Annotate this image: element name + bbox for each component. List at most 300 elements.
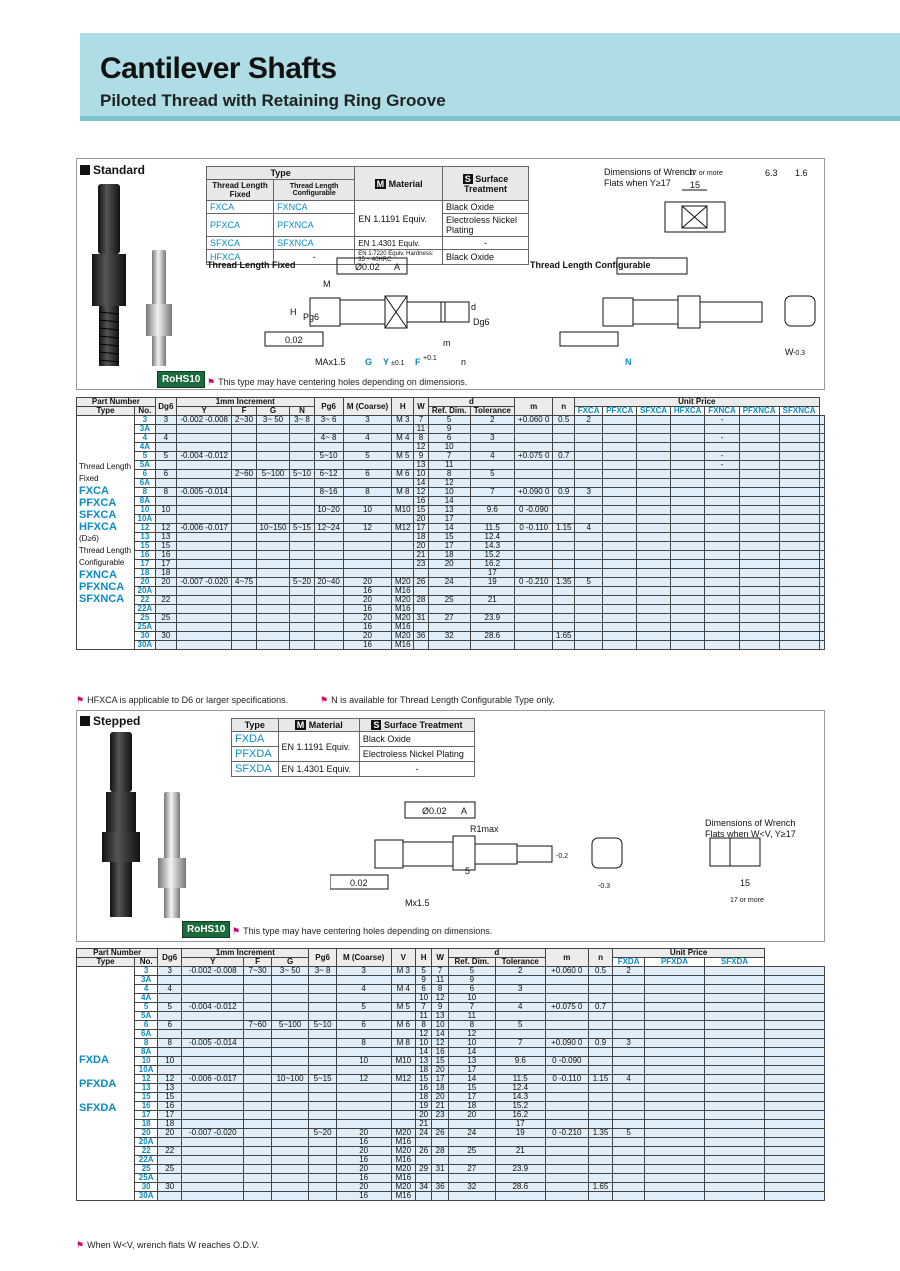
table-cell xyxy=(575,434,603,443)
price-cell[interactable] xyxy=(819,425,824,434)
price-cell[interactable] xyxy=(765,1048,825,1057)
price-cell[interactable] xyxy=(779,506,819,515)
table-cell xyxy=(414,641,429,650)
price-cell[interactable]: - xyxy=(705,416,739,425)
price-cell[interactable] xyxy=(637,488,671,497)
price-cell[interactable] xyxy=(603,470,637,479)
price-cell[interactable] xyxy=(671,560,705,569)
price-cell[interactable] xyxy=(671,596,705,605)
price-cell[interactable] xyxy=(779,533,819,542)
table-cell: 25 xyxy=(155,614,176,623)
price-cell[interactable] xyxy=(637,614,671,623)
price-cell[interactable] xyxy=(779,497,819,506)
price-cell[interactable] xyxy=(779,560,819,569)
price-cell[interactable]: - xyxy=(705,461,739,470)
price-cell[interactable] xyxy=(705,632,739,641)
price-cell[interactable] xyxy=(671,416,705,425)
price-cell[interactable] xyxy=(645,1156,705,1165)
table-cell: 5 xyxy=(135,452,156,461)
price-cell[interactable] xyxy=(819,551,824,560)
price-cell[interactable] xyxy=(739,488,779,497)
price-cell[interactable] xyxy=(765,985,825,994)
price-cell[interactable] xyxy=(645,1129,705,1138)
price-cell[interactable] xyxy=(739,533,779,542)
price-cell[interactable] xyxy=(779,443,819,452)
price-cell[interactable] xyxy=(603,506,637,515)
price-cell[interactable] xyxy=(603,542,637,551)
price-cell[interactable] xyxy=(819,578,824,587)
price-cell[interactable] xyxy=(645,994,705,1003)
stp-dim15: 15 xyxy=(740,878,751,888)
price-cell[interactable] xyxy=(739,551,779,560)
price-cell[interactable] xyxy=(671,533,705,542)
price-cell[interactable] xyxy=(637,569,671,578)
price-cell[interactable] xyxy=(603,623,637,632)
price-cell[interactable] xyxy=(779,578,819,587)
price-cell[interactable] xyxy=(739,524,779,533)
price-cell[interactable] xyxy=(645,1093,705,1102)
price-cell[interactable] xyxy=(671,578,705,587)
price-cell[interactable] xyxy=(819,497,824,506)
price-cell[interactable] xyxy=(739,515,779,524)
price-cell[interactable] xyxy=(779,641,819,650)
price-cell[interactable] xyxy=(671,524,705,533)
price-cell[interactable] xyxy=(779,596,819,605)
price-cell[interactable] xyxy=(645,1111,705,1120)
price-cell[interactable] xyxy=(645,1147,705,1156)
price-cell[interactable] xyxy=(765,1147,825,1156)
price-cell[interactable] xyxy=(705,479,739,488)
price-cell[interactable] xyxy=(645,1075,705,1084)
price-cell[interactable] xyxy=(779,479,819,488)
price-cell[interactable] xyxy=(819,416,824,425)
price-cell[interactable] xyxy=(739,479,779,488)
price-cell[interactable] xyxy=(819,479,824,488)
price-cell[interactable] xyxy=(779,434,819,443)
price-cell[interactable] xyxy=(819,434,824,443)
price-cell[interactable] xyxy=(637,605,671,614)
price-cell[interactable] xyxy=(819,506,824,515)
price-cell[interactable] xyxy=(603,587,637,596)
price-cell[interactable] xyxy=(705,1102,765,1111)
price-cell[interactable] xyxy=(779,542,819,551)
price-cell[interactable] xyxy=(819,596,824,605)
price-cell[interactable] xyxy=(779,524,819,533)
price-cell[interactable] xyxy=(603,533,637,542)
price-cell[interactable] xyxy=(779,425,819,434)
price-cell[interactable] xyxy=(671,569,705,578)
price-cell[interactable] xyxy=(765,1021,825,1030)
price-cell[interactable] xyxy=(645,1039,705,1048)
price-cell[interactable] xyxy=(671,641,705,650)
price-cell[interactable] xyxy=(645,976,705,985)
price-cell[interactable] xyxy=(765,1075,825,1084)
price-cell[interactable] xyxy=(603,497,637,506)
price-cell[interactable] xyxy=(671,488,705,497)
price-cell[interactable] xyxy=(739,425,779,434)
price-cell[interactable] xyxy=(705,1003,765,1012)
price-cell[interactable] xyxy=(603,452,637,461)
table-cell: 5 xyxy=(613,1129,645,1138)
price-cell[interactable] xyxy=(779,605,819,614)
price-cell[interactable] xyxy=(705,1075,765,1084)
price-cell[interactable] xyxy=(603,479,637,488)
price-cell[interactable] xyxy=(705,470,739,479)
table-cell xyxy=(182,1048,244,1057)
price-cell[interactable] xyxy=(705,497,739,506)
table-cell xyxy=(613,1165,645,1174)
price-cell[interactable] xyxy=(637,632,671,641)
price-cell[interactable] xyxy=(765,1039,825,1048)
price-cell[interactable] xyxy=(671,479,705,488)
price-cell[interactable] xyxy=(671,542,705,551)
price-cell[interactable] xyxy=(705,1111,765,1120)
price-cell[interactable] xyxy=(765,1012,825,1021)
price-cell[interactable] xyxy=(705,1129,765,1138)
price-cell[interactable] xyxy=(705,1093,765,1102)
price-cell[interactable] xyxy=(637,560,671,569)
price-cell[interactable] xyxy=(637,524,671,533)
price-cell[interactable] xyxy=(645,1138,705,1147)
price-cell[interactable] xyxy=(819,533,824,542)
price-cell[interactable] xyxy=(739,443,779,452)
table-row xyxy=(77,1192,825,1201)
price-cell[interactable] xyxy=(603,605,637,614)
price-cell[interactable] xyxy=(603,560,637,569)
price-cell[interactable] xyxy=(739,506,779,515)
table-cell xyxy=(232,542,256,551)
price-cell[interactable] xyxy=(779,515,819,524)
table-cell xyxy=(515,560,553,569)
price-cell[interactable] xyxy=(603,488,637,497)
price-cell[interactable] xyxy=(645,1102,705,1111)
table-cell: 0.7 xyxy=(553,452,575,461)
price-cell[interactable] xyxy=(645,1066,705,1075)
price-cell[interactable] xyxy=(603,641,637,650)
price-cell[interactable] xyxy=(779,614,819,623)
price-cell[interactable] xyxy=(671,470,705,479)
price-cell[interactable] xyxy=(765,1057,825,1066)
price-cell[interactable] xyxy=(705,551,739,560)
table-cell: 10 xyxy=(448,994,495,1003)
price-cell[interactable] xyxy=(779,551,819,560)
price-cell[interactable] xyxy=(705,533,739,542)
price-cell[interactable] xyxy=(779,461,819,470)
price-cell[interactable] xyxy=(705,1048,765,1057)
table-cell xyxy=(545,1021,588,1030)
price-cell[interactable] xyxy=(645,1021,705,1030)
price-cell[interactable] xyxy=(765,1165,825,1174)
table-cell xyxy=(182,1147,244,1156)
price-cell[interactable] xyxy=(739,587,779,596)
price-cell[interactable] xyxy=(765,1084,825,1093)
price-cell[interactable] xyxy=(765,1120,825,1129)
price-cell[interactable] xyxy=(705,569,739,578)
price-cell[interactable] xyxy=(705,596,739,605)
price-cell[interactable] xyxy=(705,1021,765,1030)
price-cell[interactable] xyxy=(779,470,819,479)
price-cell[interactable] xyxy=(671,506,705,515)
price-cell[interactable] xyxy=(705,623,739,632)
price-cell[interactable] xyxy=(603,551,637,560)
price-cell[interactable] xyxy=(637,542,671,551)
price-cell[interactable] xyxy=(637,416,671,425)
price-cell[interactable] xyxy=(705,1165,765,1174)
price-cell[interactable] xyxy=(819,470,824,479)
price-cell[interactable] xyxy=(645,1120,705,1129)
price-cell[interactable] xyxy=(705,605,739,614)
th-price-col: PFXCA xyxy=(603,407,637,416)
price-cell[interactable] xyxy=(705,614,739,623)
price-cell[interactable] xyxy=(765,1129,825,1138)
table-cell: 4 xyxy=(575,524,603,533)
price-cell[interactable] xyxy=(645,967,705,976)
price-cell[interactable] xyxy=(603,416,637,425)
price-cell[interactable] xyxy=(739,434,779,443)
price-cell[interactable] xyxy=(603,524,637,533)
price-cell[interactable] xyxy=(645,1003,705,1012)
price-cell[interactable] xyxy=(819,542,824,551)
price-cell[interactable] xyxy=(739,614,779,623)
price-cell[interactable] xyxy=(705,1057,765,1066)
price-cell[interactable] xyxy=(637,596,671,605)
price-cell[interactable] xyxy=(739,560,779,569)
table-cell xyxy=(575,533,603,542)
price-cell[interactable] xyxy=(637,623,671,632)
price-cell[interactable] xyxy=(819,632,824,641)
price-cell[interactable] xyxy=(671,587,705,596)
table-cell: 20 xyxy=(343,578,392,587)
price-cell[interactable] xyxy=(819,569,824,578)
price-cell[interactable] xyxy=(705,1147,765,1156)
price-cell[interactable] xyxy=(705,985,765,994)
table-cell: 31 xyxy=(432,1165,448,1174)
price-cell[interactable] xyxy=(603,425,637,434)
price-cell[interactable] xyxy=(705,1183,765,1192)
table-cell: 6 xyxy=(336,1021,391,1030)
price-cell[interactable] xyxy=(739,623,779,632)
price-cell[interactable] xyxy=(739,416,779,425)
price-cell[interactable] xyxy=(819,623,824,632)
price-cell[interactable] xyxy=(765,1138,825,1147)
price-cell[interactable] xyxy=(645,1084,705,1093)
price-cell[interactable] xyxy=(705,1192,765,1201)
price-cell[interactable] xyxy=(819,605,824,614)
price-cell[interactable] xyxy=(819,443,824,452)
price-cell[interactable] xyxy=(739,452,779,461)
price-cell[interactable] xyxy=(603,515,637,524)
price-cell[interactable] xyxy=(603,632,637,641)
table-cell xyxy=(613,1048,645,1057)
table-cell: 7 xyxy=(415,1003,431,1012)
price-cell[interactable] xyxy=(603,434,637,443)
price-cell[interactable] xyxy=(705,515,739,524)
price-cell[interactable] xyxy=(779,416,819,425)
price-cell[interactable] xyxy=(637,461,671,470)
price-cell[interactable] xyxy=(671,443,705,452)
standard-label: Standard xyxy=(80,163,145,177)
price-cell[interactable] xyxy=(739,470,779,479)
price-cell[interactable] xyxy=(603,614,637,623)
price-cell[interactable] xyxy=(705,560,739,569)
price-cell[interactable] xyxy=(671,551,705,560)
price-cell[interactable] xyxy=(705,1012,765,1021)
price-cell[interactable] xyxy=(739,461,779,470)
price-cell[interactable] xyxy=(779,488,819,497)
price-cell[interactable] xyxy=(819,614,824,623)
th-part: Part Number xyxy=(77,398,156,407)
price-cell[interactable] xyxy=(671,497,705,506)
table-cell: 22 xyxy=(155,596,176,605)
price-cell[interactable] xyxy=(739,569,779,578)
price-cell[interactable] xyxy=(705,976,765,985)
smt-type-head: Type xyxy=(232,719,279,732)
price-cell[interactable] xyxy=(705,578,739,587)
table-cell: M10 xyxy=(391,1057,415,1066)
price-cell[interactable] xyxy=(637,533,671,542)
price-cell[interactable] xyxy=(637,506,671,515)
price-cell[interactable] xyxy=(705,1066,765,1075)
price-cell[interactable] xyxy=(765,976,825,985)
table-cell: 17 xyxy=(448,1093,495,1102)
price-cell[interactable] xyxy=(779,623,819,632)
price-cell[interactable] xyxy=(637,587,671,596)
price-cell[interactable] xyxy=(705,1084,765,1093)
price-cell[interactable] xyxy=(765,1003,825,1012)
price-cell[interactable] xyxy=(765,1066,825,1075)
price-cell[interactable] xyxy=(645,1057,705,1066)
table-cell xyxy=(575,542,603,551)
price-cell[interactable] xyxy=(603,596,637,605)
price-cell[interactable] xyxy=(637,434,671,443)
table-cell xyxy=(343,533,392,542)
price-cell[interactable] xyxy=(779,569,819,578)
price-cell[interactable] xyxy=(819,461,824,470)
table-cell: 3A xyxy=(135,976,158,985)
price-cell[interactable] xyxy=(819,488,824,497)
price-cell[interactable] xyxy=(637,578,671,587)
price-cell[interactable] xyxy=(645,1183,705,1192)
price-cell[interactable] xyxy=(671,452,705,461)
table-cell: 1.35 xyxy=(553,578,575,587)
price-cell[interactable] xyxy=(765,967,825,976)
price-cell[interactable] xyxy=(819,587,824,596)
table-cell xyxy=(314,533,343,542)
price-cell[interactable] xyxy=(705,1030,765,1039)
table-cell: 8A xyxy=(135,497,156,506)
price-cell[interactable] xyxy=(705,1156,765,1165)
price-cell[interactable] xyxy=(637,551,671,560)
price-cell[interactable] xyxy=(603,569,637,578)
price-cell[interactable] xyxy=(705,488,739,497)
price-cell[interactable] xyxy=(705,1039,765,1048)
price-cell[interactable] xyxy=(765,994,825,1003)
price-cell[interactable] xyxy=(765,1093,825,1102)
smt-cell: Electroless Nickel Plating xyxy=(359,747,474,762)
price-cell[interactable] xyxy=(645,1030,705,1039)
price-cell[interactable] xyxy=(779,452,819,461)
price-cell[interactable] xyxy=(637,425,671,434)
price-cell[interactable] xyxy=(671,434,705,443)
price-cell[interactable] xyxy=(645,1174,705,1183)
table-cell: 6 xyxy=(448,985,495,994)
price-cell[interactable] xyxy=(645,1048,705,1057)
price-cell[interactable] xyxy=(645,1192,705,1201)
price-cell[interactable] xyxy=(645,1012,705,1021)
price-cell[interactable] xyxy=(671,623,705,632)
price-cell[interactable] xyxy=(765,1183,825,1192)
price-cell[interactable] xyxy=(671,632,705,641)
price-cell[interactable] xyxy=(671,605,705,614)
price-cell[interactable] xyxy=(705,994,765,1003)
price-cell[interactable] xyxy=(765,1030,825,1039)
price-cell[interactable] xyxy=(705,641,739,650)
price-cell[interactable] xyxy=(637,479,671,488)
price-cell[interactable] xyxy=(603,578,637,587)
price-cell[interactable] xyxy=(671,515,705,524)
table-cell: 26 xyxy=(432,1129,448,1138)
price-cell[interactable] xyxy=(637,515,671,524)
price-cell[interactable] xyxy=(765,1174,825,1183)
price-cell[interactable]: - xyxy=(705,452,739,461)
price-cell[interactable] xyxy=(637,497,671,506)
table-cell xyxy=(314,632,343,641)
table-row xyxy=(77,1129,825,1138)
price-cell[interactable] xyxy=(671,461,705,470)
price-cell[interactable] xyxy=(739,578,779,587)
price-cell[interactable] xyxy=(705,506,739,515)
price-cell[interactable] xyxy=(819,524,824,533)
table-cell: 3 xyxy=(575,488,603,497)
price-cell[interactable]: - xyxy=(705,434,739,443)
price-cell[interactable] xyxy=(705,967,765,976)
price-cell[interactable] xyxy=(739,605,779,614)
table-cell xyxy=(271,1030,309,1039)
price-cell[interactable] xyxy=(739,641,779,650)
price-cell[interactable] xyxy=(819,515,824,524)
price-cell[interactable] xyxy=(765,1102,825,1111)
price-cell[interactable] xyxy=(779,632,819,641)
price-cell[interactable] xyxy=(705,587,739,596)
price-cell[interactable] xyxy=(637,641,671,650)
price-cell[interactable] xyxy=(765,1156,825,1165)
price-cell[interactable] xyxy=(645,985,705,994)
price-cell[interactable] xyxy=(739,596,779,605)
price-cell[interactable] xyxy=(637,443,671,452)
price-cell[interactable] xyxy=(705,1138,765,1147)
price-cell[interactable] xyxy=(765,1192,825,1201)
price-cell[interactable] xyxy=(637,470,671,479)
price-cell[interactable] xyxy=(819,560,824,569)
price-cell[interactable] xyxy=(819,452,824,461)
price-cell[interactable] xyxy=(671,614,705,623)
price-cell[interactable] xyxy=(765,1111,825,1120)
price-cell[interactable] xyxy=(819,641,824,650)
price-cell[interactable] xyxy=(645,1165,705,1174)
price-cell[interactable] xyxy=(637,452,671,461)
price-cell[interactable] xyxy=(779,587,819,596)
price-cell[interactable] xyxy=(705,542,739,551)
price-cell[interactable] xyxy=(705,1120,765,1129)
price-cell[interactable] xyxy=(739,632,779,641)
price-cell[interactable] xyxy=(739,497,779,506)
price-cell[interactable] xyxy=(705,1174,765,1183)
price-cell[interactable] xyxy=(603,461,637,470)
price-cell[interactable] xyxy=(671,425,705,434)
price-cell[interactable] xyxy=(705,524,739,533)
price-cell[interactable] xyxy=(603,443,637,452)
price-cell[interactable] xyxy=(739,542,779,551)
